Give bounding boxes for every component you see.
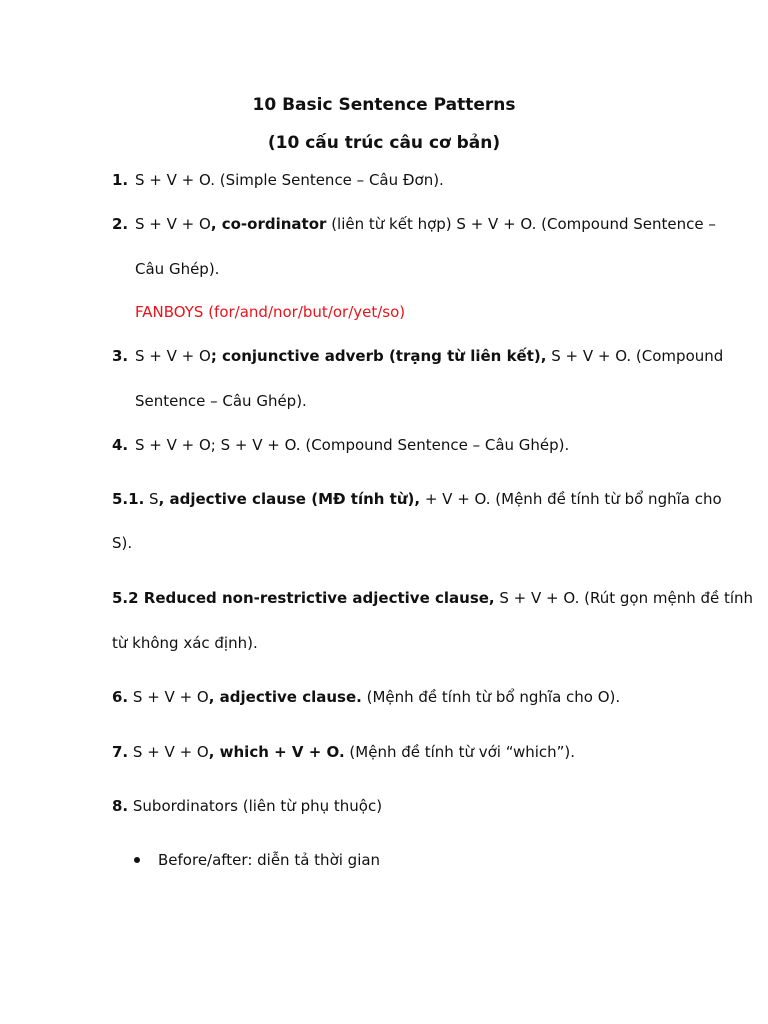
pattern-2-number (112, 214, 128, 234)
bold-run: ; conjunctive adverb (trạng từ liên kết), (210, 347, 547, 365)
text-run: + V + O. (Mệnh đề tính từ bổ nghĩa cho (420, 490, 722, 508)
text-run: S + V + O (135, 347, 211, 365)
pattern-number: 8. (112, 797, 129, 815)
text-run: (liên từ kết hợp) S + V + O. (Compound Sentence – (326, 215, 716, 233)
text-run: (Mệnh đề tính từ bổ nghĩa cho O). (361, 688, 621, 706)
pattern-number: 7. (112, 743, 129, 761)
text-run: S + V + O (128, 688, 209, 706)
bold-run: 5.2 Reduced non-restrictive adjective clause, (112, 589, 495, 607)
pattern-4-text: S + V + O; S + V + O. (Compound Sentence – Câu Ghép). (135, 436, 570, 454)
text-run: S + V + O. (Rút gọn mệnh đề tính (494, 589, 754, 607)
pattern-number: 1. (112, 171, 129, 189)
pattern-3-text (135, 346, 723, 366)
pattern-5-1-continuation: S). (112, 534, 133, 552)
bullet-dot-icon (134, 857, 140, 863)
document-subtitle: (10 cấu trúc câu cơ bản) (267, 133, 501, 153)
bold-run: , adjective clause (MĐ tính từ), (158, 490, 421, 508)
pattern-5-2-continuation: từ không xác định). (112, 634, 258, 652)
fanboys-note: FANBOYS (for/and/nor/but/or/yet/so) (135, 303, 406, 321)
pattern-2-continuation: Câu Ghép). (135, 260, 220, 278)
text-run: S + V + O. (Compound (546, 347, 724, 365)
pattern-1 (112, 170, 128, 190)
pattern-number: 3. (112, 347, 129, 365)
pattern-number: 5.1. (112, 490, 145, 508)
pattern-4-number (112, 435, 128, 455)
pattern-number: 2. (112, 215, 129, 233)
pattern-7-text (112, 742, 575, 762)
pattern-5-1-text (112, 489, 722, 509)
bold-run: , co-ordinator (210, 215, 327, 233)
pattern-3-number (112, 346, 128, 366)
bold-run: , adjective clause. (208, 688, 362, 706)
pattern-5-2-text (112, 588, 753, 608)
bullet-item: Before/after: diễn tả thời gian (158, 851, 381, 869)
document-title: 10 Basic Sentence Patterns (252, 95, 516, 115)
pattern-number: 4. (112, 436, 129, 454)
pattern-3-continuation: Sentence – Câu Ghép). (135, 392, 307, 410)
pattern-1-text: S + V + O. (Simple Sentence – Câu Đơn). (135, 171, 444, 189)
text-run: S (144, 490, 159, 508)
text-run: (Mệnh đề tính từ với “which”). (344, 743, 576, 761)
pattern-6-text (112, 687, 620, 707)
text-run: Subordinators (liên từ phụ thuộc) (128, 797, 383, 815)
bold-run: , which + V + O. (208, 743, 345, 761)
pattern-8-text (112, 796, 382, 816)
pattern-number: 6. (112, 688, 129, 706)
text-run: S + V + O (128, 743, 209, 761)
text-run: S + V + O (135, 215, 211, 233)
pattern-2-text (135, 214, 716, 234)
